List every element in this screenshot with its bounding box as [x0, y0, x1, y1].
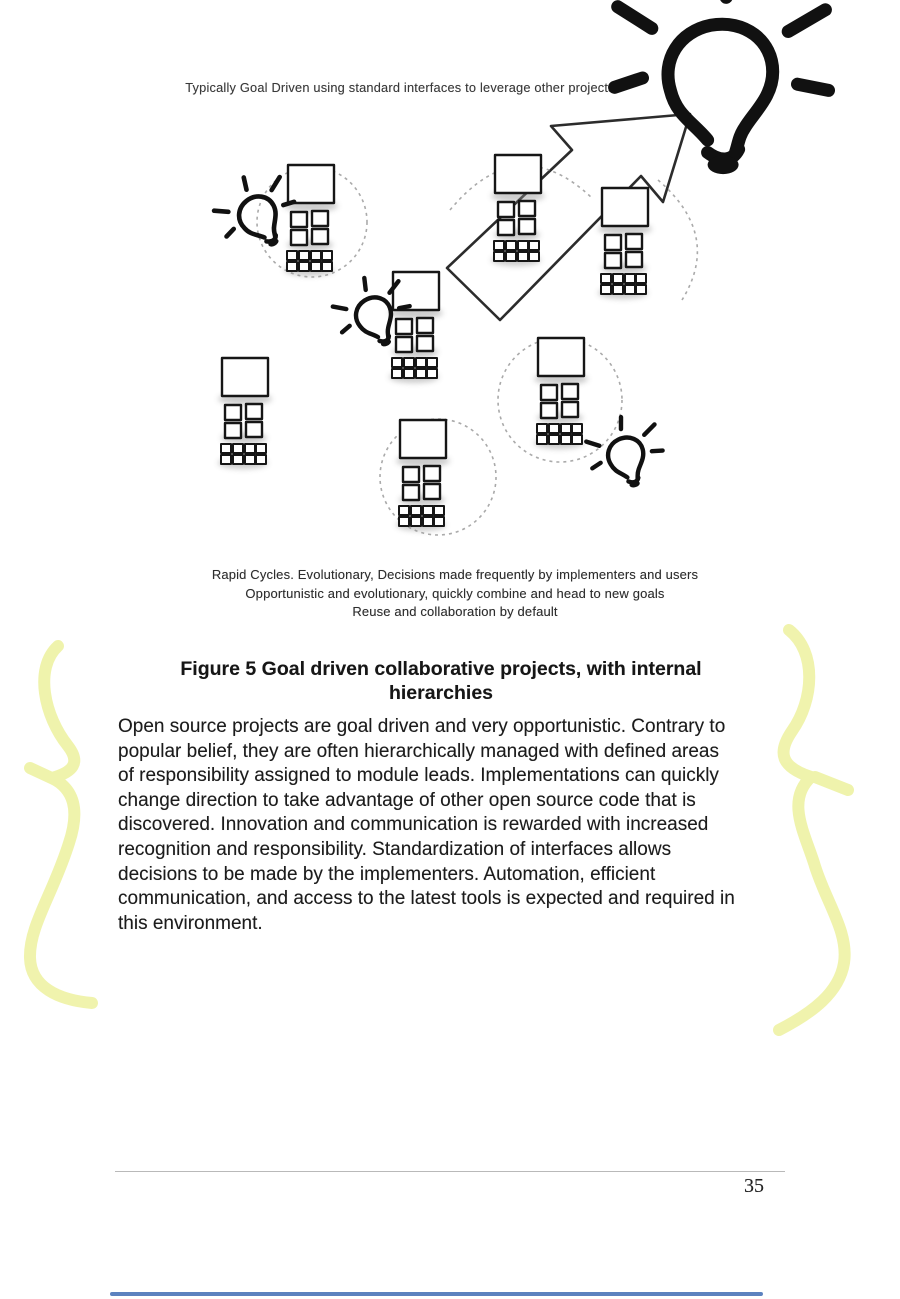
figure-caption-line-1: Rapid Cycles. Evolutionary, Decisions made frequently by implementers and users: [211, 567, 699, 582]
right-brace-tick: [815, 777, 848, 790]
page-number: 35: [744, 1175, 764, 1197]
figure-top-label: Typically Goal Driven using standard interfaces to leverage other projects: [185, 80, 615, 95]
goal-arrow: [447, 114, 690, 320]
bottom-accent-line: [110, 1292, 763, 1296]
project-cluster-bottomcenter: [396, 420, 450, 531]
project-cluster-bottomleft: [218, 358, 272, 469]
project-cluster-bottomright: [534, 338, 588, 449]
figure-caption-line-2: Opportunistic and evolutionary, quickly combine and head to new goals: [245, 585, 665, 601]
figure-caption: [95, 566, 815, 622]
project-cluster-right: [598, 188, 652, 299]
left-brace-tick: [30, 768, 58, 781]
figure-title: Figure 5 Goal driven collaborative projects, with internal hierarchies: [180, 658, 702, 704]
project-cluster-middle: [389, 272, 443, 383]
right-brace-highlight: [779, 630, 845, 1030]
body-paragraph: Open source projects are goal driven and very opportunistic. Contrary to popular belief, they are often hierarchically managed with defined areas of responsibility assigned to module leads. Implementations can quickly change direction to take advantage of other open source code that is discovered. Innovation and communication is rewarded with increased recognition and responsibility. Standardization of interfaces allows decisions to be made by the implementers. Automation, efficient communication, and access to the latest tools is expected and required in this environment.: [118, 716, 735, 934]
figure-diagram: [0, 0, 900, 560]
footer-divider: [115, 1171, 785, 1172]
idea-lightbulb-icon-right: [581, 409, 669, 497]
figure-caption-line-3: Reuse and collaboration by default: [352, 604, 558, 619]
project-cluster-topleft: [284, 165, 338, 276]
left-brace-highlight: [30, 646, 92, 1003]
